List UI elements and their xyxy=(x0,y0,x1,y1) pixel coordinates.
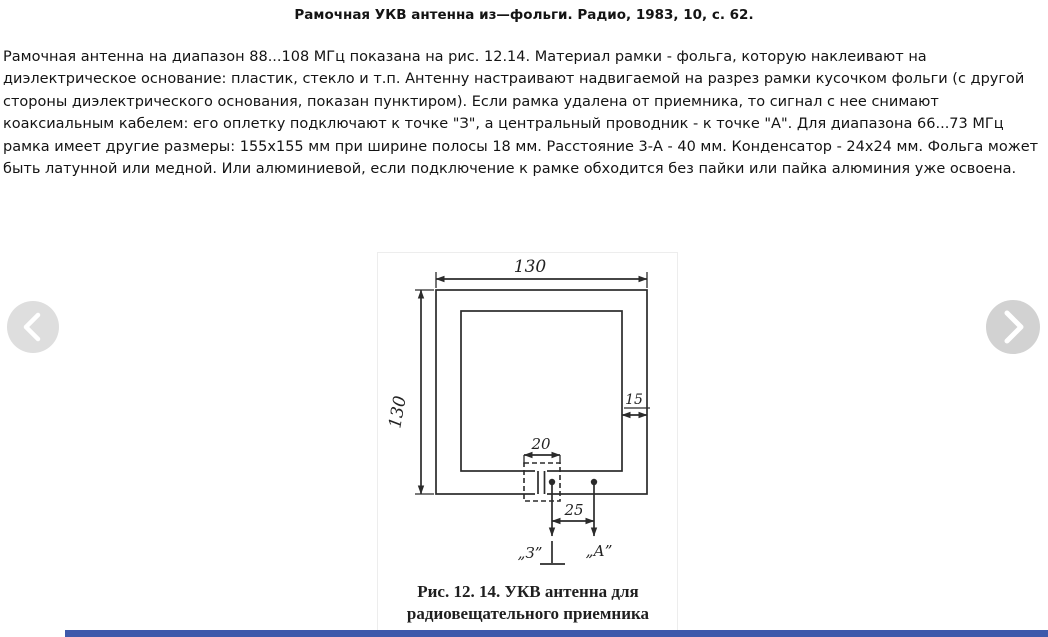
dim-width-label: 130 xyxy=(513,257,547,277)
dim-capacitor-label: 20 xyxy=(531,435,551,453)
figure-caption-line2: радиовещательного приемника xyxy=(406,604,650,623)
figure-antenna-diagram xyxy=(377,252,678,637)
chevron-right-icon xyxy=(986,300,1040,354)
dim-spacing-label: 25 xyxy=(564,501,584,519)
antenna-diagram xyxy=(378,253,677,636)
dimension-strip-width xyxy=(622,392,650,415)
next-button[interactable] xyxy=(986,300,1040,354)
dimension-height xyxy=(385,290,434,494)
article-body: Рамочная антенна на диапазон 88...108 МГц показана на рис. 12.14. Материал рамки - фольга, которую наклеивают на диэлектрическое основание: пластик, стекло и т.п. Антенну настраивают надвигаемой на разрез рамки кусочком фольги (с другой стороны диэлектрического основания, показан пунктиром). Если рамка удалена от приемника, то сигнал с нее снимают коаксиальным кабелем: его оплетку подключают к точке "З", а центральный проводник - к точке "А". Для диапазона 66...73 МГц рамка имеет другие размеры: 155х155 мм при ширине полосы 18 мм. Расстояние 3-А - 40 мм. Конденсатор - 24х24 мм. Фольга может быть латунной или медной. Или алюминиевой, если подключение к рамке обходится без пайки или пайка алюминия уже освоена. xyxy=(3,49,1039,178)
label-antenna-point: „А” xyxy=(585,542,613,560)
article-title: Рамочная УКВ антенна из—фольги. Радио, 1983, 10, с. 62. xyxy=(294,7,754,23)
dimension-capacitor xyxy=(524,435,560,464)
figure-caption-line1: Рис. 12. 14. УКВ антенна для xyxy=(417,582,639,601)
dim-strip-label: 15 xyxy=(625,392,643,408)
chevron-left-icon xyxy=(7,301,59,353)
label-ground-point: „З” xyxy=(517,544,543,562)
ground-symbol-icon xyxy=(540,541,565,564)
dimension-spacing xyxy=(552,501,594,521)
frame-outline xyxy=(436,290,647,501)
prev-button[interactable] xyxy=(7,301,59,353)
dim-height-label: 130 xyxy=(385,394,411,430)
bottom-accent-bar xyxy=(65,630,1048,637)
dimension-width xyxy=(436,257,647,288)
